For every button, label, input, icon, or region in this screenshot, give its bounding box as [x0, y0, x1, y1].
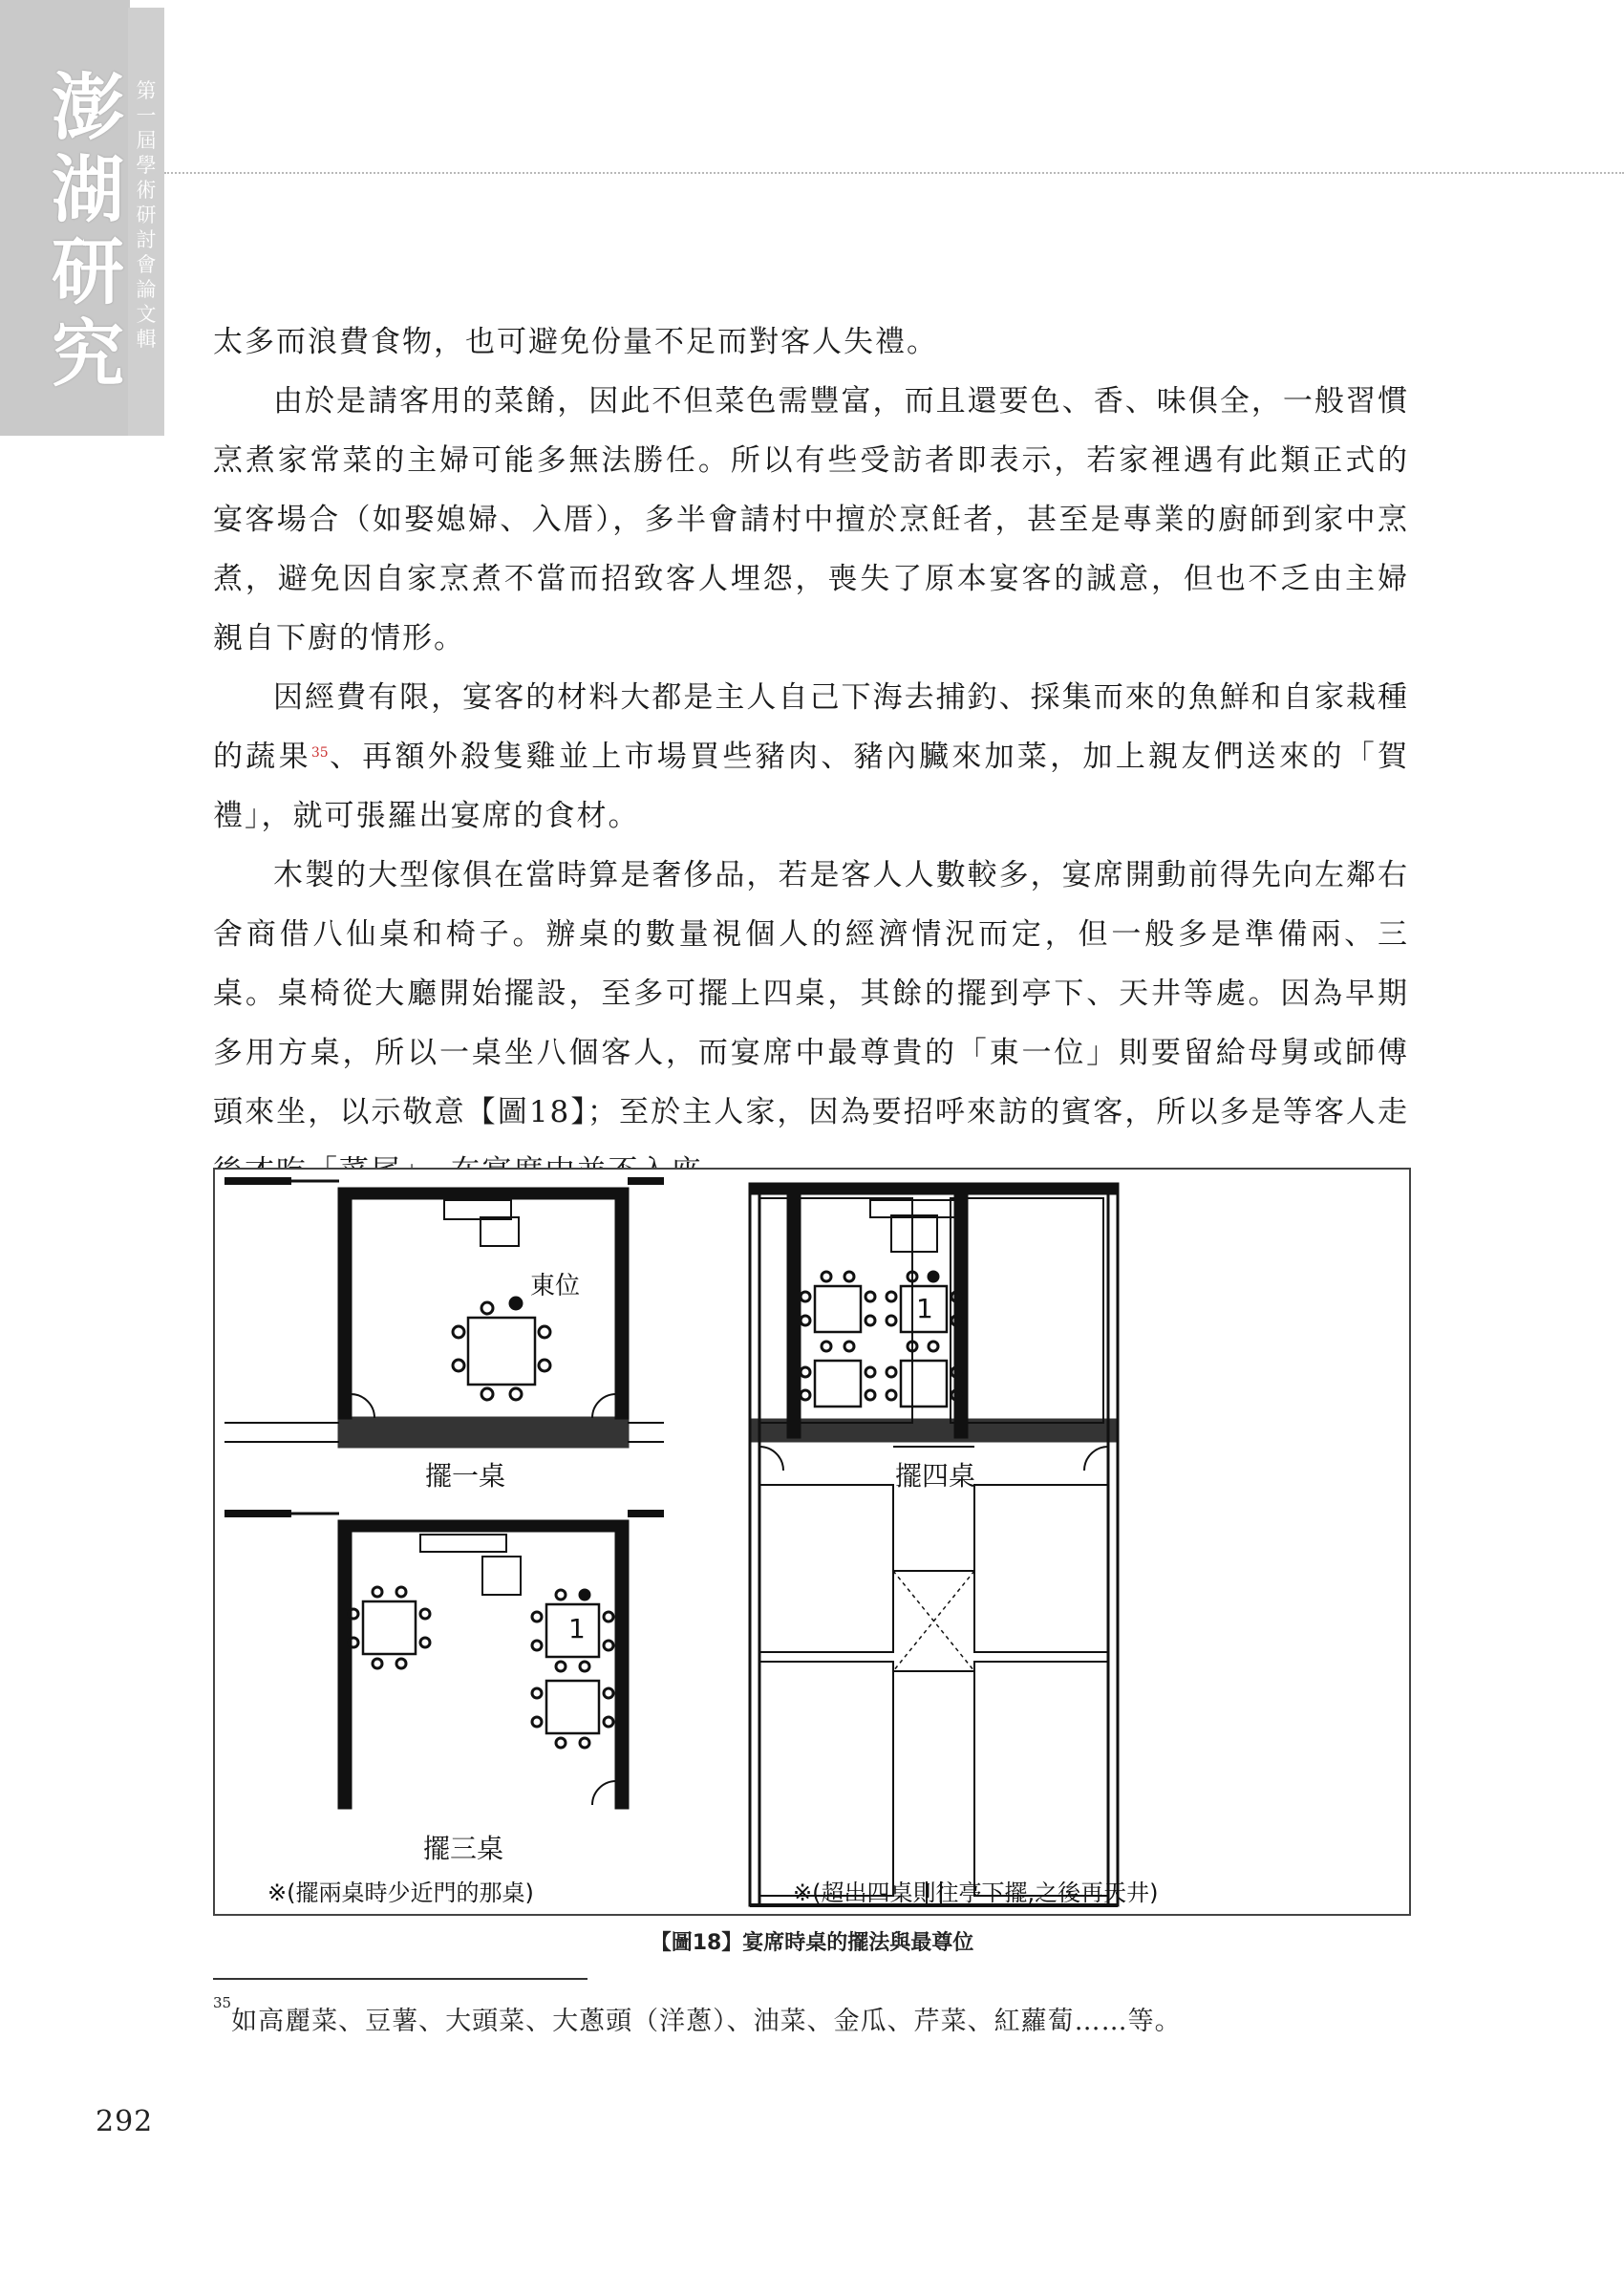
paragraph	[213, 668, 1409, 846]
series-char: 輯	[136, 328, 157, 351]
table-number-right: 1	[916, 1293, 933, 1324]
header-dotted-rule	[164, 172, 1624, 174]
note-left: ※(擺兩桌時少近門的那桌)	[267, 1880, 534, 1906]
paragraph: 由於是請客用的菜餚，因此不但菜色需豐富，而且還要色、香、味俱全，一般習慣烹煮家常菜的主婦可能多無法勝任。所以有些受訪者即表示，若家裡遇有此類正式的宴客場合（如娶媳婦、入厝），多半會請村中擅於烹飪者，甚至是專業的廚師到家中烹煮，避免因自家烹煮不當而招致客人埋怨，喪失了原本宴客的誠意，但也不乏由主婦親自下廚的情形。	[213, 384, 1409, 655]
figure-caption: 【圖18】宴席時桌的擺法與最尊位	[650, 1931, 974, 1955]
footnote-rule	[213, 1978, 588, 1980]
table-number-left: 1	[568, 1613, 586, 1644]
series-char: 一	[136, 104, 157, 127]
label-four-tables: 擺四桌	[895, 1460, 976, 1492]
series-title	[128, 78, 164, 352]
journal-title-char: 究	[52, 311, 124, 397]
plan-three-tables	[224, 1514, 664, 1808]
series-char: 文	[136, 303, 157, 326]
series-char: 論	[136, 278, 157, 301]
series-char: 第	[136, 79, 157, 102]
journal-title-char: 研	[52, 229, 124, 314]
journal-title	[50, 67, 126, 396]
paragraph-text: 、再額外殺隻雞並上市場買些豬肉、豬內臟來加菜，加上親友們送來的「賀禮」，就可張羅出宴席的食材。	[213, 740, 1410, 833]
footnote-number: 35	[213, 1994, 232, 2011]
series-char: 討	[136, 228, 157, 251]
label-east-seat: 東位	[530, 1272, 581, 1300]
plan-one-table	[224, 1181, 664, 1447]
figure-18	[213, 1168, 1411, 1916]
note-right: ※(超出四桌則往亭下擺,之後再天井)	[793, 1880, 1159, 1906]
footnote-ref[interactable]: 35	[310, 745, 329, 761]
paragraph: 木製的大型傢俱在當時算是奢侈品，若是客人人數較多，宴席開動前得先向左鄰右舍商借八仙桌和椅子。辦桌的數量視個人的經濟情況而定，但一般多是準備兩、三桌。桌椅從大廳開始擺設，至多可擺上四桌，其餘的擺到亭下、天井等處。因為早期多用方桌，所以一桌坐八個客人，而宴席中最尊貴的「東一位」則要留給母舅或師傅頭來坐，以示敬意【圖18】；至於主人家，因為要招呼來訪的賓客，所以多是等客人走	[213, 858, 1409, 1129]
page-number: 292	[96, 2105, 154, 2138]
journal-title-char: 湖	[52, 147, 124, 232]
series-char: 研	[136, 204, 157, 226]
series-char: 屆	[136, 129, 157, 152]
footnote-text: 如高麗菜、豆薯、大頭菜、大蔥頭（洋蔥）、油菜、金瓜、芹菜、紅蘿蔔……等。	[231, 2007, 1182, 2036]
label-three-tables: 擺三桌	[423, 1833, 504, 1864]
series-char: 術	[136, 179, 157, 202]
series-char: 學	[136, 154, 157, 177]
series-char: 會	[136, 253, 157, 276]
journal-title-char: 澎	[52, 65, 124, 150]
body-text	[213, 312, 1409, 1201]
paragraph-text: 因經費有限，宴客的材料大都是主人自己下海去捕釣、採集而來的魚鮮和自家栽種的蔬果	[213, 680, 1409, 774]
floor-plan-diagram	[215, 1170, 1413, 1918]
paragraph: 太多而浪費食物，也可避免份量不足而對客人失禮。	[213, 325, 938, 359]
footnote	[213, 1994, 1182, 2037]
plan-four-tables	[750, 1184, 1118, 1905]
label-one-table: 擺一桌	[425, 1460, 506, 1492]
